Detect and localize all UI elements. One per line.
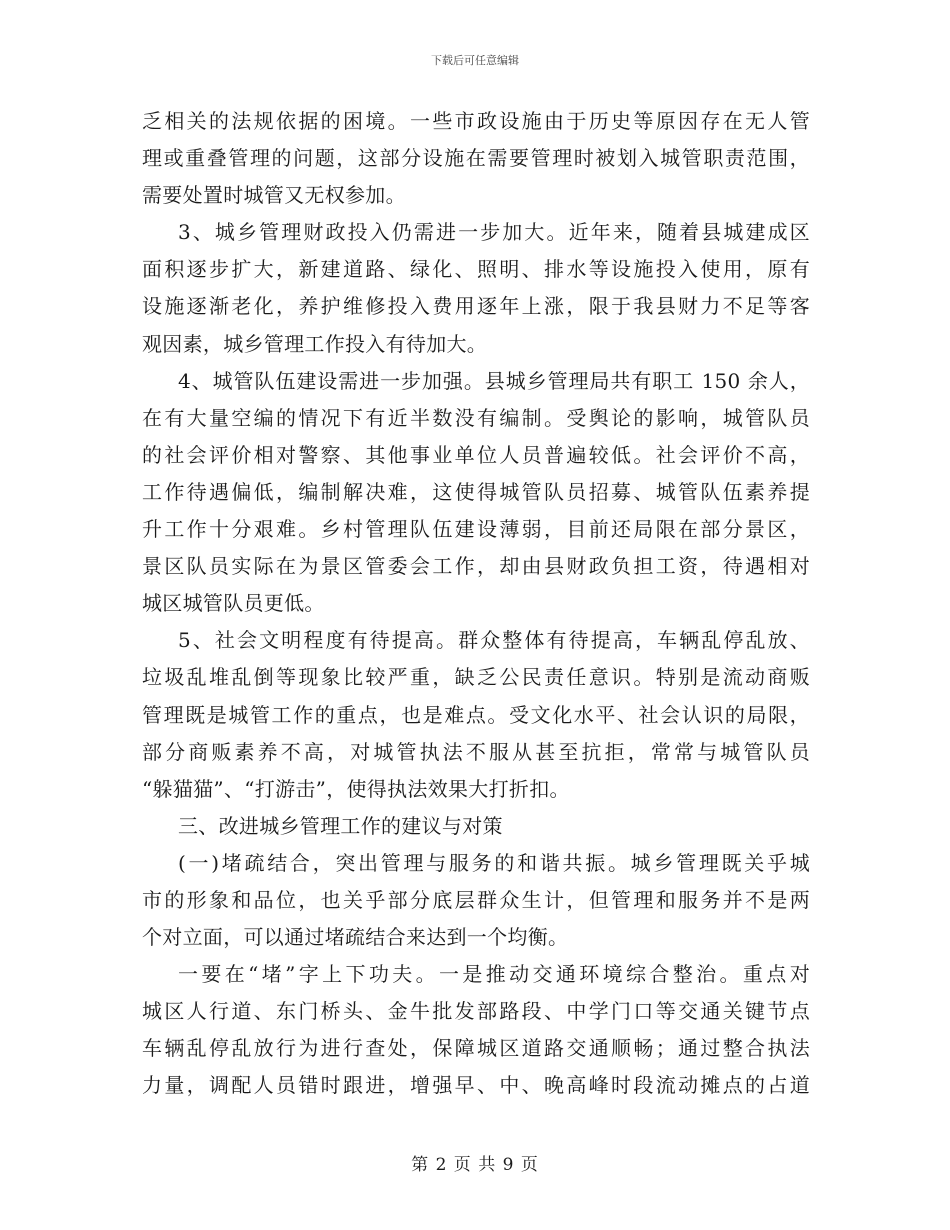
text-line: 需要处置时城管又无权参加。 xyxy=(142,183,406,208)
text-line: 市的形象和品位，也关乎部分底层群众生计，但管理和服务并不是两 xyxy=(142,887,810,912)
text-line: 3、城乡管理财政投入仍需进一步加大。近年来，随着县城建成区 xyxy=(178,220,810,245)
text-line: 的社会评价相对警察、其他事业单位人员普遍较低。社会评价不高， xyxy=(142,442,810,467)
text-line: 个对立面，可以通过堵疏结合来达到一个均衡。 xyxy=(142,925,569,950)
text-line: 一要在“堵”字上下功夫。一是推动交通环境综合整治。重点对 xyxy=(178,962,810,987)
text-line: 4、城管队伍建设需进一步加强。县城乡管理局共有职工 150 余人， xyxy=(178,368,810,393)
text-line: 垃圾乱堆乱倒等现象比较严重，缺乏公民责任意识。特别是流动商贩 xyxy=(142,665,810,690)
text-line: 面积逐步扩大，新建道路、绿化、照明、排水等设施投入使用，原有 xyxy=(142,257,810,282)
text-line: 乏相关的法规依据的困境。一些市政设施由于历史等原因存在无人管 xyxy=(142,109,810,133)
document-body xyxy=(142,103,810,1105)
header-note: 下载后可任意编辑 xyxy=(431,54,519,67)
text-line: 部分商贩素养不高，对城管执法不服从甚至抗拒，常常与城管队员 xyxy=(142,739,810,764)
text-line: 城区人行道、东门桥头、金牛批发部路段、中学门口等交通关键节点 xyxy=(142,999,810,1024)
section-heading: 三、改进城乡管理工作的建议与对策 xyxy=(178,813,503,838)
text-line: 观因素，城乡管理工作投入有待加大。 xyxy=(142,331,488,356)
text-line: “躲猫猫”、“打游击”，使得执法效果大打折扣。 xyxy=(142,776,570,801)
text-line: 管理既是城管工作的重点，也是难点。受文化水平、社会认识的局限， xyxy=(142,702,810,727)
text-line: 理或重叠管理的问题，这部分设施在需要管理时被划入城管职责范围， xyxy=(142,146,810,171)
text-line: 力量，调配人员错时跟进，增强早、中、晚高峰时段流动摊点的占道 xyxy=(142,1073,810,1098)
page-number-footer: 第 2 页 共 9 页 xyxy=(411,1155,539,1175)
text-line: (一)堵疏结合，突出管理与服务的和谐共振。城乡管理既关乎城 xyxy=(178,850,810,875)
text-line: 设施逐渐老化，养护维修投入费用逐年上涨，限于我县财力不足等客 xyxy=(142,294,810,319)
text-line: 车辆乱停乱放行为进行查处，保障城区道路交通顺畅；通过整合执法 xyxy=(142,1036,810,1061)
text-line: 5、社会文明程度有待提高。群众整体有待提高，车辆乱停乱放、 xyxy=(178,628,810,653)
text-line: 城区城管队员更低。 xyxy=(142,591,325,616)
text-line: 景区队员实际在为景区管委会工作，却由县财政负担工资，待遇相对 xyxy=(142,554,810,579)
text-line: 升工作十分艰难。乡村管理队伍建设薄弱，目前还局限在部分景区， xyxy=(142,517,810,542)
text-line: 工作待遇偏低，编制解决难，这使得城管队员招募、城管队伍素养提 xyxy=(142,479,810,504)
text-line: 在有大量空编的情况下有近半数没有编制。受舆论的影响，城管队员 xyxy=(142,405,810,430)
